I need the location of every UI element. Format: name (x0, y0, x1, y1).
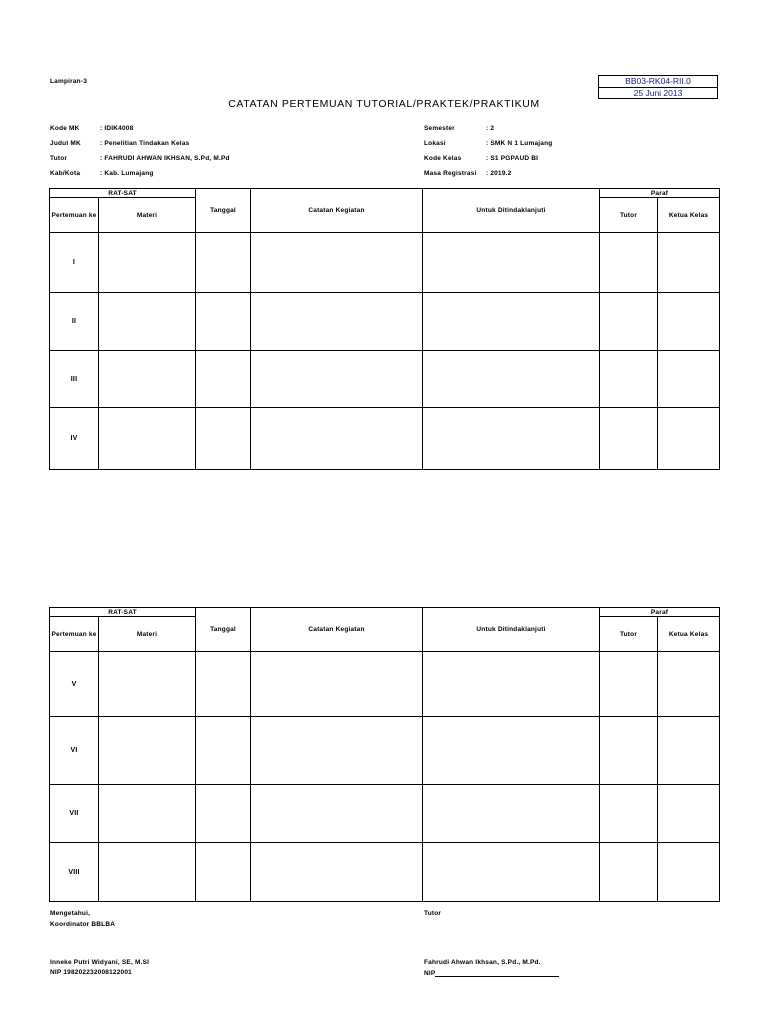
tutor-signature-cell[interactable] (600, 652, 658, 717)
ketua-signature-cell[interactable] (658, 785, 720, 843)
paraf-header: Paraf (600, 608, 720, 617)
materi-header: Materi (99, 198, 196, 233)
paraf-header: Paraf (600, 189, 720, 198)
meeting-number: III (50, 351, 99, 408)
tindak-lanjut-cell[interactable] (423, 233, 600, 293)
tutor-name: Fahrudi Ahwan Ikhsan, S.Pd., M.Pd. (424, 959, 541, 966)
catatan-cell[interactable] (251, 843, 423, 902)
meeting-number: VIII (50, 843, 99, 902)
tutor-signature-cell[interactable] (600, 293, 658, 351)
materi-cell[interactable] (99, 717, 196, 785)
ketua-signature-cell[interactable] (658, 717, 720, 785)
table-row (50, 717, 720, 785)
coordinator-nip: NIP 198202232008122001 (50, 969, 132, 976)
pertemuan-header: Pertemuan ke (50, 617, 99, 652)
ketua-signature-cell[interactable] (658, 408, 720, 470)
tutor-paraf-header: Tutor (600, 198, 658, 233)
tindak-lanjut-cell[interactable] (423, 843, 600, 902)
tutor-signature-label: Tutor (424, 910, 442, 917)
document-code: BB03-RK04-RII.0 (599, 76, 717, 88)
tanggal-cell[interactable] (196, 293, 251, 351)
ketua-signature-cell[interactable] (658, 652, 720, 717)
tindak-lanjut-cell[interactable] (423, 717, 600, 785)
tutor-label: Tutor (50, 155, 68, 162)
kab-kota-label: Kab/Kota (50, 170, 81, 177)
ketua-signature-cell[interactable] (658, 351, 720, 408)
tindak-lanjut-cell[interactable] (423, 351, 600, 408)
materi-header: Materi (99, 617, 196, 652)
kab-kota-value: : Kab. Lumajang (100, 170, 154, 177)
attachment-label: Lampiran-3 (50, 78, 88, 85)
catatan-cell[interactable] (251, 351, 423, 408)
tanggal-cell[interactable] (196, 233, 251, 293)
materi-cell[interactable] (99, 408, 196, 470)
tindak-lanjut-cell[interactable] (423, 652, 600, 717)
tutor-nip-label: NIP (424, 970, 436, 977)
kode-kelas-label: Kode Kelas (424, 155, 462, 162)
materi-cell[interactable] (99, 652, 196, 717)
table-row (50, 843, 720, 902)
page-title: CATATAN PERTEMUAN TUTORIAL/PRAKTEK/PRAKTIKUM (228, 98, 540, 110)
meeting-table-2 (49, 607, 720, 902)
tindak-lanjut-header: Untuk Ditindaklanjuti (423, 608, 600, 652)
judul-mk-label: Judul MK (50, 140, 81, 147)
coordinator-label: Koordinator BBLBA (50, 921, 116, 928)
table-row (50, 785, 720, 843)
catatan-cell[interactable] (251, 652, 423, 717)
document-date: 25 Juni 2013 (633, 88, 683, 98)
meeting-number: II (50, 293, 99, 351)
coordinator-name: Inneke Putri Widyani, SE, M.SI (50, 959, 150, 966)
materi-cell[interactable] (99, 293, 196, 351)
tanggal-cell[interactable] (196, 351, 251, 408)
lokasi-label: Lokasi (424, 140, 446, 147)
table-row (50, 408, 720, 470)
tanggal-cell[interactable] (196, 717, 251, 785)
catatan-cell[interactable] (251, 293, 423, 351)
tindak-lanjut-cell[interactable] (423, 785, 600, 843)
ketua-signature-cell[interactable] (658, 293, 720, 351)
semester-value: : 2 (486, 125, 495, 132)
meeting-number: VI (50, 717, 99, 785)
meeting-table-1 (49, 188, 720, 470)
kode-mk-label: Kode MK (50, 125, 80, 132)
catatan-kegiatan-header: Catatan Kegiatan (251, 608, 423, 652)
ketua-kelas-header: Ketua Kelas (658, 198, 720, 233)
tanggal-cell[interactable] (196, 652, 251, 717)
document-code-box (598, 75, 718, 99)
tanggal-header: Tanggal (196, 189, 251, 233)
tutor-value: : FAHRUDI AHWAN IKHSAN, S.Pd, M.Pd (100, 155, 230, 162)
catatan-cell[interactable] (251, 785, 423, 843)
tanggal-cell[interactable] (196, 785, 251, 843)
kode-mk-value: : IDIK4008 (100, 125, 134, 132)
lokasi-value: : SMK N 1 Lumajang (486, 140, 553, 147)
pertemuan-header: Pertemuan ke (50, 198, 99, 233)
rat-sat-header: RAT-SAT (50, 608, 196, 617)
table-row (50, 351, 720, 408)
catatan-cell[interactable] (251, 717, 423, 785)
materi-cell[interactable] (99, 843, 196, 902)
tutor-paraf-header: Tutor (600, 617, 658, 652)
materi-cell[interactable] (99, 351, 196, 408)
rat-sat-header: RAT-SAT (50, 189, 196, 198)
meeting-number: VII (50, 785, 99, 843)
materi-cell[interactable] (99, 233, 196, 293)
tanggal-cell[interactable] (196, 408, 251, 470)
ketua-signature-cell[interactable] (658, 233, 720, 293)
catatan-cell[interactable] (251, 233, 423, 293)
tindak-lanjut-cell[interactable] (423, 408, 600, 470)
tutor-signature-cell[interactable] (600, 408, 658, 470)
tutor-nip-row (424, 969, 559, 977)
catatan-cell[interactable] (251, 408, 423, 470)
catatan-kegiatan-header: Catatan Kegiatan (251, 189, 423, 233)
meeting-number: IV (50, 408, 99, 470)
table-row (50, 293, 720, 351)
table-row (50, 233, 720, 293)
tutor-signature-cell[interactable] (600, 717, 658, 785)
tutor-signature-cell[interactable] (600, 233, 658, 293)
tanggal-header: Tanggal (196, 608, 251, 652)
meeting-number: V (50, 652, 99, 717)
nip-blank-line[interactable] (435, 969, 559, 977)
tutor-signature-cell[interactable] (600, 785, 658, 843)
tindak-lanjut-header: Untuk Ditindaklanjuti (423, 189, 600, 233)
tutor-signature-cell[interactable] (600, 351, 658, 408)
tanggal-cell[interactable] (196, 843, 251, 902)
tindak-lanjut-cell[interactable] (423, 293, 600, 351)
meeting-number: I (50, 233, 99, 293)
kode-kelas-value: : S1 PGPAUD BI (486, 155, 539, 162)
judul-mk-value: : Penelitian Tindakan Kelas (100, 140, 190, 147)
ketua-kelas-header: Ketua Kelas (658, 617, 720, 652)
semester-label: Semester (424, 125, 455, 132)
acknowledged-label: Mengetahui, (50, 910, 91, 917)
materi-cell[interactable] (99, 785, 196, 843)
ketua-signature-cell[interactable] (658, 843, 720, 902)
tutor-signature-cell[interactable] (600, 843, 658, 902)
masa-registrasi-value: : 2019.2 (486, 170, 512, 177)
masa-registrasi-label: Masa Registrasi (424, 170, 477, 177)
table-row (50, 652, 720, 717)
